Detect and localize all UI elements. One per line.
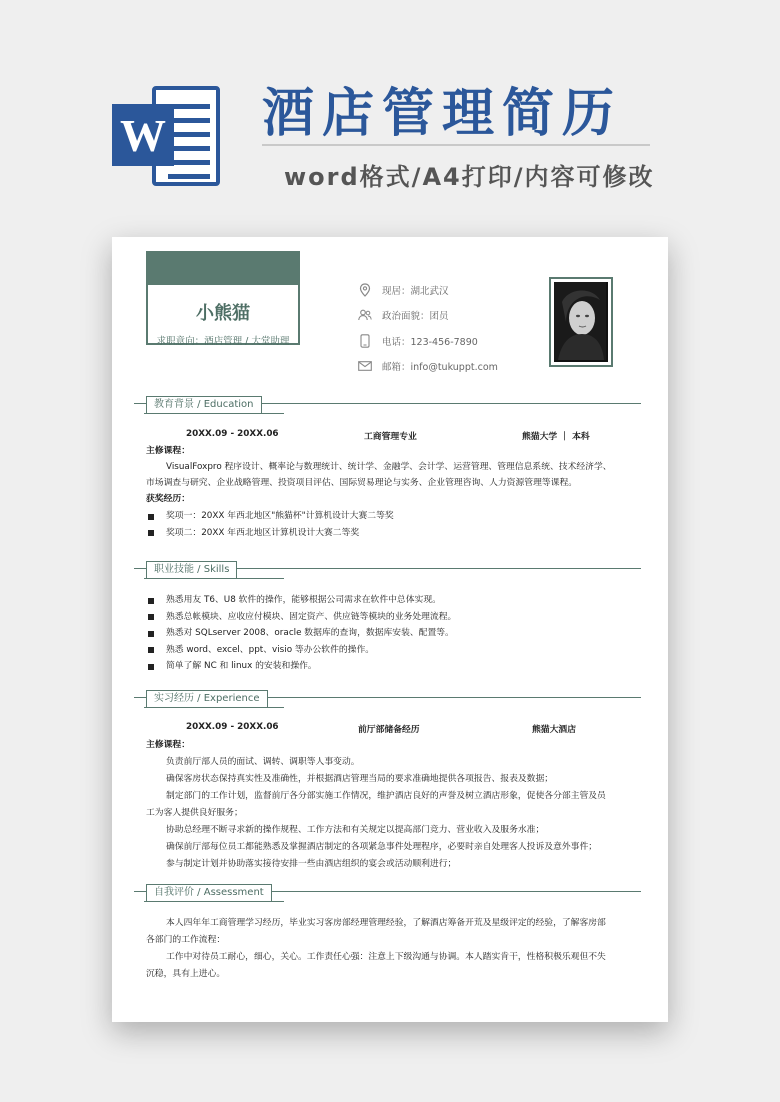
education-major: 工商管理专业: [364, 432, 417, 442]
people-icon: [358, 308, 372, 322]
experience-period: 20XX.09 - 20XX.06: [186, 722, 279, 732]
skill-item: 熟悉对 SQLserver 2008、oracle 数据库的查询，数据库安装、配置等。: [148, 625, 638, 642]
banner-divider: [262, 144, 650, 146]
experience-line: 确保客房状态保持真实性及准确性，并根据酒店管理当局的要求准确地提供各项报告、报表及数据；: [166, 774, 554, 784]
contact-phone: 电话：123-456-7890: [358, 328, 528, 354]
banner-title: 酒店管理简历: [262, 84, 623, 144]
skills-heading: 职业技能 / Skills: [134, 561, 641, 585]
award-item: 奖项二：20XX 年西北地区计算机设计大赛二等奖: [148, 525, 638, 542]
awards-list: [148, 508, 638, 541]
education-row: [146, 429, 626, 445]
courses-label: 主修课程：: [146, 446, 190, 456]
experience-line: 制定部门的工作计划，监督前厅各分部实施工作情况，维护酒店良好的声誉及树立酒店形象，促使各分部主管及员: [166, 791, 606, 801]
contact-location: 现居：湖北武汉: [358, 277, 528, 303]
assessment-line: 本人四年年工商管理学习经历，毕业实习客房部经理管理经验，了解酒店筹备开荒及星级评定的经验，了解客房部: [166, 918, 606, 928]
banner-subtitle: word格式/A4打印/内容可修改: [284, 163, 655, 191]
phone-icon: [358, 334, 372, 348]
courses-line-2: 市场调查与研究、企业战略管理、投资项目评估、国际贸易理论与实务、企业管理咨询、人力资源管理等课程。: [146, 478, 578, 488]
award-item: 奖项一：20XX 年西北地区"熊猫杯"计算机设计大赛二等奖: [148, 508, 638, 525]
education-heading: 教育背景 / Education: [134, 396, 641, 420]
location-icon: [358, 283, 372, 297]
resume-page: [112, 237, 668, 1022]
assessment-line: 各部门的工作流程：: [146, 935, 226, 945]
word-logo-icon: [112, 80, 222, 190]
skill-item: 熟悉总帐模块、应收应付模块、固定资产、供应链等模块的业务处理流程。: [148, 609, 638, 626]
experience-heading: 实习经历 / Experience: [134, 690, 641, 714]
experience-company: 熊猫大酒店: [532, 725, 576, 735]
contact-info: [358, 277, 528, 379]
profile-photo: [549, 277, 613, 367]
skills-list: [148, 592, 638, 675]
experience-line: 参与制定计划并协助落实接待安排一些由酒店组织的宴会或活动顺利进行；: [166, 859, 457, 869]
assessment-line: 沉稳，具有上进心。: [146, 969, 226, 979]
experience-line: 工为客人提供良好服务；: [146, 808, 243, 818]
assessment-line: 工作中对待员工耐心，细心，关心。工作责任心强：注意上下级沟通与协调。本人踏实肯干，性格积极乐观但不失: [166, 952, 606, 962]
contact-political: 政治面貌：团员: [358, 303, 528, 329]
experience-line: 协助总经理不断寻求新的操作规程、工作方法和有关规定以提高部门竞力、营业收入及服务水准；: [166, 825, 545, 835]
experience-line: 确保前厅部每位员工都能熟悉及掌握酒店制定的各项紧急事件处理程序，必要时亲自处理客人投诉及意外事件；: [166, 842, 598, 852]
awards-label: 获奖经历：: [146, 494, 190, 504]
skill-item: 熟悉 word、excel、ppt、visio 等办公软件的操作。: [148, 642, 638, 659]
promo-banner: [0, 0, 780, 225]
experience-position: 前厅部储备经历: [358, 725, 420, 735]
skill-item: 简单了解 NC 和 linux 的安装和操作。: [148, 658, 638, 675]
experience-line: 负责前厅部人员的面试、调转、调职等人事变动。: [166, 757, 360, 767]
candidate-name: 小熊猫: [196, 303, 250, 324]
experience-row: [146, 722, 626, 738]
assessment-heading: 自我评价 / Assessment: [134, 884, 641, 908]
contact-email: 邮箱：info@tukuppt.com: [358, 354, 528, 380]
courses-line-1: VisualFoxpro 程序设计、概率论与数理统计、统计学、金融学、会计学、运营管理、管理信息系统、技术经济学、: [166, 462, 612, 472]
skill-item: 熟悉用友 T6、U8 软件的操作，能够根据公司需求在软件中总体实现。: [148, 592, 638, 609]
mail-icon: [358, 359, 372, 373]
education-school: 熊猫大学 ｜ 本科: [522, 432, 590, 442]
experience-label: 主修课程：: [146, 740, 190, 750]
job-intent: 求职意向：酒店管理 / 大堂助理: [156, 336, 290, 347]
name-badge: [146, 251, 300, 351]
education-period: 20XX.09 - 20XX.06: [186, 429, 279, 439]
word-letter: W: [112, 104, 174, 166]
